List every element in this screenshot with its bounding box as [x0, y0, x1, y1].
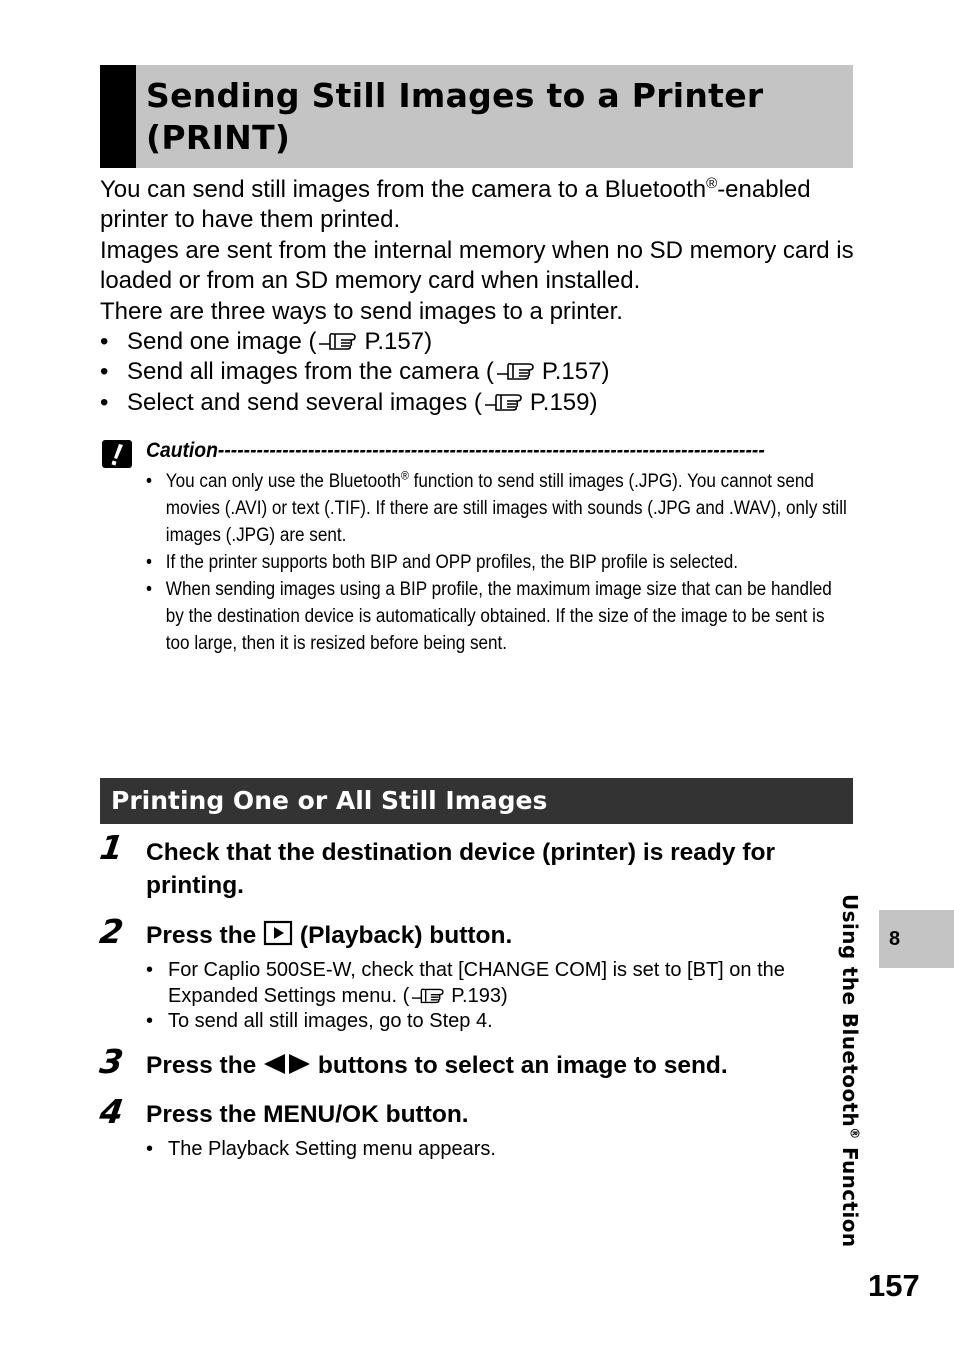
- caution-icon: [102, 440, 132, 468]
- left-right-arrows-icon: [263, 1053, 311, 1075]
- paren-close: ): [424, 328, 433, 356]
- intro-paragraph-1: [100, 175, 860, 236]
- bullet: •: [146, 959, 154, 981]
- chapter-tab: [879, 910, 954, 968]
- step-text-start: Press the: [146, 1052, 264, 1079]
- bullet: •: [146, 1138, 154, 1160]
- note-text: For Caplio 500SE-W, check that [CHANGE COM] is set to [BT] on the Expanded Settings menu. (: [168, 959, 785, 1007]
- page-title-line-2: (PRINT): [146, 118, 291, 157]
- way-text: Select and send several images (: [127, 388, 482, 416]
- playback-icon: [263, 920, 293, 946]
- intro-paragraph-3: There are three ways to send images to a printer.: [100, 297, 623, 325]
- bullet: •: [146, 1010, 154, 1032]
- bullet: •: [146, 579, 152, 600]
- note-text: To send all still images, go to Step 4.: [168, 1010, 493, 1032]
- page-reference: P.157: [364, 328, 425, 356]
- bullet: •: [100, 358, 109, 386]
- chapter-number: 8: [889, 928, 901, 950]
- step-number: 4: [97, 1092, 126, 1131]
- bullet: •: [146, 552, 152, 573]
- reference-hand-icon: [410, 986, 450, 1005]
- caution-text: If the printer supports both BIP and OPP profiles, the BIP profile is selected.: [165, 552, 739, 573]
- step-text-end: buttons to select an image to send.: [311, 1052, 728, 1079]
- note-item: [146, 958, 856, 1009]
- step-notes: [146, 958, 856, 1035]
- reference-hand-icon: [483, 391, 529, 413]
- paren-close: ): [500, 984, 508, 1007]
- intro-p1-start: You can send still images from the camera to a Bluetooth: [100, 176, 707, 203]
- page-number: 157: [868, 1268, 920, 1303]
- list-item: [100, 388, 860, 418]
- caution-item: [146, 576, 850, 657]
- bullet: •: [146, 471, 152, 492]
- registered-mark: ®: [706, 175, 718, 192]
- list-item: [100, 327, 860, 357]
- way-text: Send one image (: [127, 328, 317, 356]
- title-bar: [100, 65, 853, 168]
- step-text: [146, 919, 856, 952]
- step-text: Check that the destination device (printer) is ready for printing.: [146, 839, 775, 899]
- note-text: The Playback Setting menu appears.: [168, 1138, 496, 1160]
- step-text-start: Press the: [146, 922, 264, 949]
- reference-hand-icon: [317, 330, 363, 352]
- page-title: [146, 75, 836, 159]
- caution-list: [146, 468, 856, 657]
- reference-hand-icon: [495, 360, 541, 382]
- note-item: [146, 1009, 856, 1035]
- caution-text: function to send still images (.JPG). You cannot send movies (.AVI) or text (.TIF). If there are still images with sounds (.JPG and .WAV), only still images (.JPG) are sent.: [165, 471, 847, 546]
- step-number: 1: [97, 828, 126, 867]
- page-title-line-1: Sending Still Images to a Printer: [146, 76, 764, 115]
- page-reference: P.159: [529, 388, 590, 416]
- registered-mark: ®: [400, 468, 409, 483]
- step-text-end: (Playback) button.: [293, 922, 513, 949]
- intro-text: [100, 175, 860, 418]
- caution-text: When sending images using a BIP profile, the maximum image size that can be handled by the destination device is automatically obtained. If the size of the image to be sent is too large, then it is resized before being sent.: [165, 579, 832, 654]
- step-text: Press the MENU/OK button.: [146, 1101, 469, 1128]
- intro-p1-end: -enabled printer to have them printed.: [100, 176, 811, 234]
- note-item: [146, 1137, 856, 1163]
- page-reference: P.193: [451, 984, 501, 1007]
- paren-close: ): [589, 388, 598, 416]
- bullet: •: [100, 328, 109, 356]
- step-notes: [146, 1137, 856, 1163]
- step-number: 3: [97, 1042, 126, 1081]
- list-item: [100, 357, 860, 387]
- side-label-end: Function: [838, 1139, 862, 1248]
- section-title: Printing One or All Still Images: [111, 786, 548, 815]
- caution-text: You can only use the Bluetooth: [165, 471, 401, 492]
- caution-item: [146, 549, 850, 576]
- paren-close: ): [601, 358, 610, 386]
- registered-mark: ®: [847, 1127, 862, 1140]
- caution-item: [146, 468, 850, 549]
- intro-paragraph-2: Images are sent from the internal memory when no SD memory card is loaded or from an SD memory card when installed.: [100, 236, 854, 295]
- title-marker: [100, 65, 136, 168]
- section-header: [100, 778, 853, 824]
- chapter-side-label: [830, 894, 870, 1294]
- way-text: Send all images from the camera (: [127, 358, 494, 386]
- step-text: [146, 1049, 856, 1082]
- bullet: •: [100, 388, 109, 416]
- page-reference: P.157: [541, 358, 602, 386]
- step-number: 2: [97, 912, 126, 951]
- side-label-start: Using the Bluetooth: [838, 894, 862, 1128]
- caution-heading: Caution-------------------------------------------------------------------------------------: [146, 439, 765, 462]
